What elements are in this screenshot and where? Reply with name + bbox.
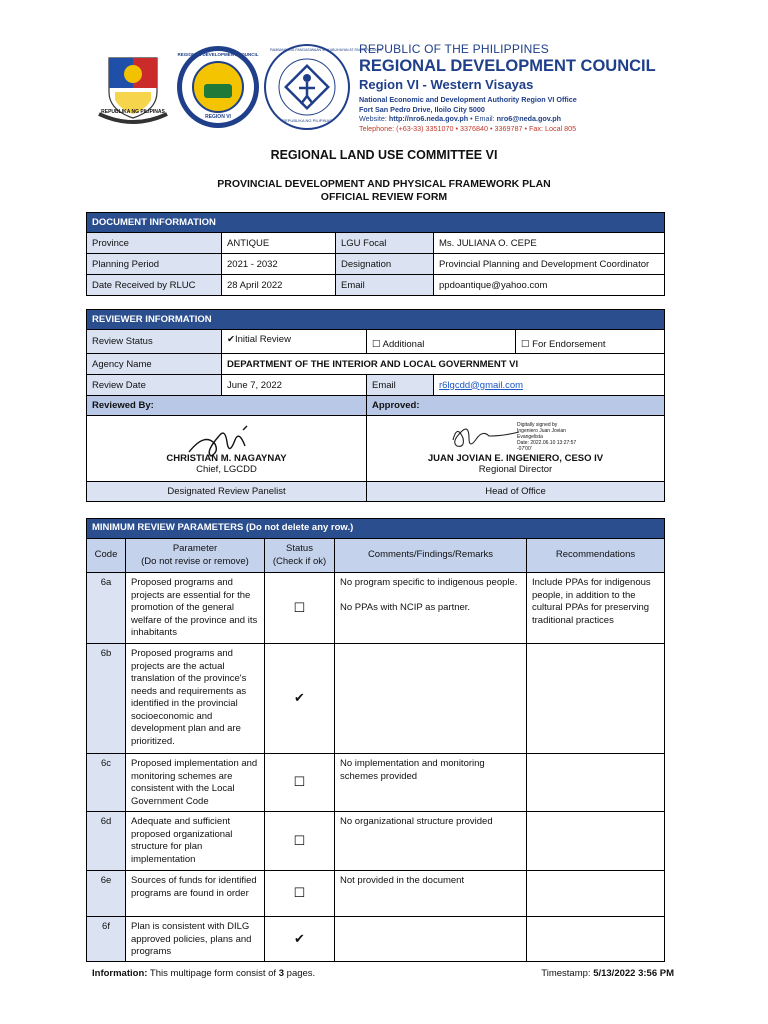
col-recommendations-header: Recommendations	[527, 539, 665, 573]
row-code: 6b	[87, 644, 126, 754]
doc-email-label: Email	[336, 275, 434, 296]
approver-title: Regional Director	[478, 464, 553, 475]
row-comments	[335, 917, 527, 962]
reviewer-email-cell	[434, 375, 665, 396]
row-parameter: Adequate and sufficient proposed organizational structure for plan implementation	[126, 812, 265, 871]
letterhead-region: Region VI - Western Visayas	[359, 77, 534, 92]
letterhead-office: National Economic and Development Authority Region VI Office	[359, 95, 577, 104]
neda-seal-text-bottom: REPUBLIKA NG PILIPINAS	[282, 118, 332, 123]
form-title	[0, 178, 768, 204]
row-recommendation	[527, 871, 665, 917]
row-recommendation	[527, 917, 665, 962]
reviewer-signature	[185, 422, 265, 462]
reviewed-by-label: Reviewed By:	[87, 396, 367, 416]
designation-label: Designation	[336, 254, 434, 275]
parameters-heading: MINIMUM REVIEW PARAMETERS (Do not delete any row.)	[87, 519, 665, 539]
rdc-seal	[177, 46, 259, 128]
row-parameter: Proposed implementation and monitoring schemes are consistent with the Local Government Code	[126, 754, 265, 812]
review-date-label: Review Date	[87, 375, 222, 396]
province-value: ANTIQUE	[222, 233, 336, 254]
review-parameters-table	[86, 518, 665, 962]
lgu-focal-label: LGU Focal	[336, 233, 434, 254]
letterhead-council: REGIONAL DEVELOPMENT COUNCIL	[359, 57, 656, 75]
document-info-table	[86, 212, 665, 296]
approver-name: JUAN JOVIAN E. INGENIERO, CESO IV	[427, 453, 604, 464]
agency-name-value: DEPARTMENT OF THE INTERIOR AND LOCAL GOVERNMENT VI	[222, 354, 665, 375]
letterhead-address: Fort San Pedro Drive, Iloilo City 5000	[359, 104, 485, 114]
reviewer-info-heading: REVIEWER INFORMATION	[87, 310, 665, 330]
row-parameter: Proposed programs and projects are essential for the promotion of the general welfare of the province and its inhabitants	[126, 573, 265, 644]
date-received-value: 28 April 2022	[222, 275, 336, 296]
row-recommendation	[527, 754, 665, 812]
footer-timestamp: Timestamp: 5/13/2022 3:56 PM	[541, 968, 674, 979]
status-initial-checkbox[interactable]: ✔Initial Review	[222, 330, 367, 354]
col-parameter-header: Parameter (Do not revise or remove)	[126, 539, 265, 573]
row-parameter: Plan is consistent with DILG approved policies, plans and programs	[126, 917, 265, 962]
row-parameter: Sources of funds for identified programs are found in order	[126, 871, 265, 917]
planning-period-value: 2021 - 2032	[222, 254, 336, 275]
row-recommendation	[527, 644, 665, 754]
rdc-seal-text-bottom: REGION VI	[205, 114, 231, 120]
status-endorsement-checkbox[interactable]: ☐ For Endorsement	[516, 330, 665, 354]
lgu-focal-value: Ms. JULIANA O. CEPE	[434, 233, 665, 254]
row-comments: No implementation and monitoring schemes provided	[335, 754, 527, 812]
row-status-checkbox[interactable]: ☐	[265, 754, 335, 812]
agency-name-label: Agency Name	[87, 354, 222, 375]
table-row	[87, 573, 665, 644]
letterhead-phone: Telephone: (+63-33) 3351070 • 3376840 • 3369787 • Fax: Local 805	[359, 123, 577, 133]
doc-email-value: ppdoantique@yahoo.com	[434, 275, 665, 296]
review-date-value: June 7, 2022	[222, 375, 367, 396]
col-code-header: Code	[87, 539, 126, 573]
row-recommendation	[527, 812, 665, 871]
row-code: 6d	[87, 812, 126, 871]
province-label: Province	[87, 233, 222, 254]
republic-seal	[95, 48, 171, 124]
table-row	[87, 871, 665, 917]
republic-seal-text: REPUBLIKA NG PILIPINAS	[101, 109, 165, 115]
table-row	[87, 917, 665, 962]
digital-signature-text: Digitally signed by Ingeniero Juan Jovian Evangelista Date: 2022.06.10 13:27:57 -07'00'	[517, 422, 577, 452]
panelist-label: Designated Review Panelist	[87, 482, 367, 502]
rdc-seal-text-top: REGIONAL DEVELOPMENT COUNCIL	[177, 52, 259, 57]
letterhead	[359, 42, 689, 133]
row-status-checkbox[interactable]: ☐	[265, 812, 335, 871]
approved-label: Approved:	[367, 396, 665, 416]
planning-period-label: Planning Period	[87, 254, 222, 275]
col-comments-header: Comments/Findings/Remarks	[335, 539, 527, 573]
row-code: 6a	[87, 573, 126, 644]
table-row	[87, 812, 665, 871]
table-row	[87, 644, 665, 754]
designation-value: Provincial Planning and Development Coordinator	[434, 254, 665, 275]
letterhead-web: Website: http://nro6.neda.gov.ph • Email: nro6@neda.gov.ph	[359, 114, 562, 124]
email-link[interactable]: nro6@neda.gov.ph	[496, 114, 562, 124]
neda-seal-text-top: PAMBANSANG PANGASIWAAN SA KABUHAYAN AT PAGPAPAUNLAD	[270, 48, 383, 52]
approver-signature-block	[367, 416, 665, 482]
review-status-label: Review Status	[87, 330, 222, 354]
plan-title: PROVINCIAL DEVELOPMENT AND PHYSICAL FRAMEWORK PLAN	[217, 178, 551, 190]
reviewer-email-link[interactable]: r6lgcdd@gmail.com	[439, 379, 524, 391]
row-comments: No organizational structure provided	[335, 812, 527, 871]
row-comments: Not provided in the document	[335, 871, 527, 917]
reviewer-signature-block	[87, 416, 367, 482]
committee-title: REGIONAL LAND USE COMMITTEE VI	[270, 148, 498, 162]
row-status-checkbox[interactable]: ☐	[265, 871, 335, 917]
head-of-office-label: Head of Office	[367, 482, 665, 502]
footer-info: Information: This multipage form consist of 3 pages.	[92, 968, 316, 979]
row-comments	[335, 644, 527, 754]
reviewer-info-table	[86, 309, 665, 502]
row-status-checkbox[interactable]: ✔	[265, 644, 335, 754]
row-recommendation: Include PPAs for indigenous people, in addition to the cultural PPAs for preserving traditional practices	[527, 573, 665, 644]
row-code: 6c	[87, 754, 126, 812]
row-status-checkbox[interactable]: ☐	[265, 573, 335, 644]
reviewer-name: CHRISTIAN M. NAGAYNAY	[166, 453, 287, 464]
review-form-title: OFFICIAL REVIEW FORM	[320, 191, 448, 203]
document-info-heading: DOCUMENT INFORMATION	[87, 213, 665, 233]
table-row	[87, 754, 665, 812]
row-comments: No program specific to indigenous people. No PPAs with NCIP as partner.	[335, 573, 527, 644]
reviewer-email-label: Email	[367, 375, 434, 396]
approver-signature	[447, 420, 527, 454]
reviewer-title: Chief, LGCDD	[196, 464, 257, 475]
row-parameter: Proposed programs and projects are the actual translation of the province's needs and requirements as identified in the provincial socioeconomic and development plan and are prioritized.	[126, 644, 265, 754]
neda-seal	[264, 44, 383, 130]
row-status-checkbox[interactable]: ✔	[265, 917, 335, 962]
row-code: 6e	[87, 871, 126, 917]
status-additional-checkbox[interactable]: ☐ Additional	[367, 330, 516, 354]
letterhead-republic: REPUBLIC OF THE PHILIPPINES	[359, 42, 549, 56]
col-status-header: Status (Check if ok)	[265, 539, 335, 573]
row-code: 6f	[87, 917, 126, 962]
website-link[interactable]: http://nro6.neda.gov.ph	[388, 114, 469, 124]
date-received-label: Date Received by RLUC	[87, 275, 222, 296]
